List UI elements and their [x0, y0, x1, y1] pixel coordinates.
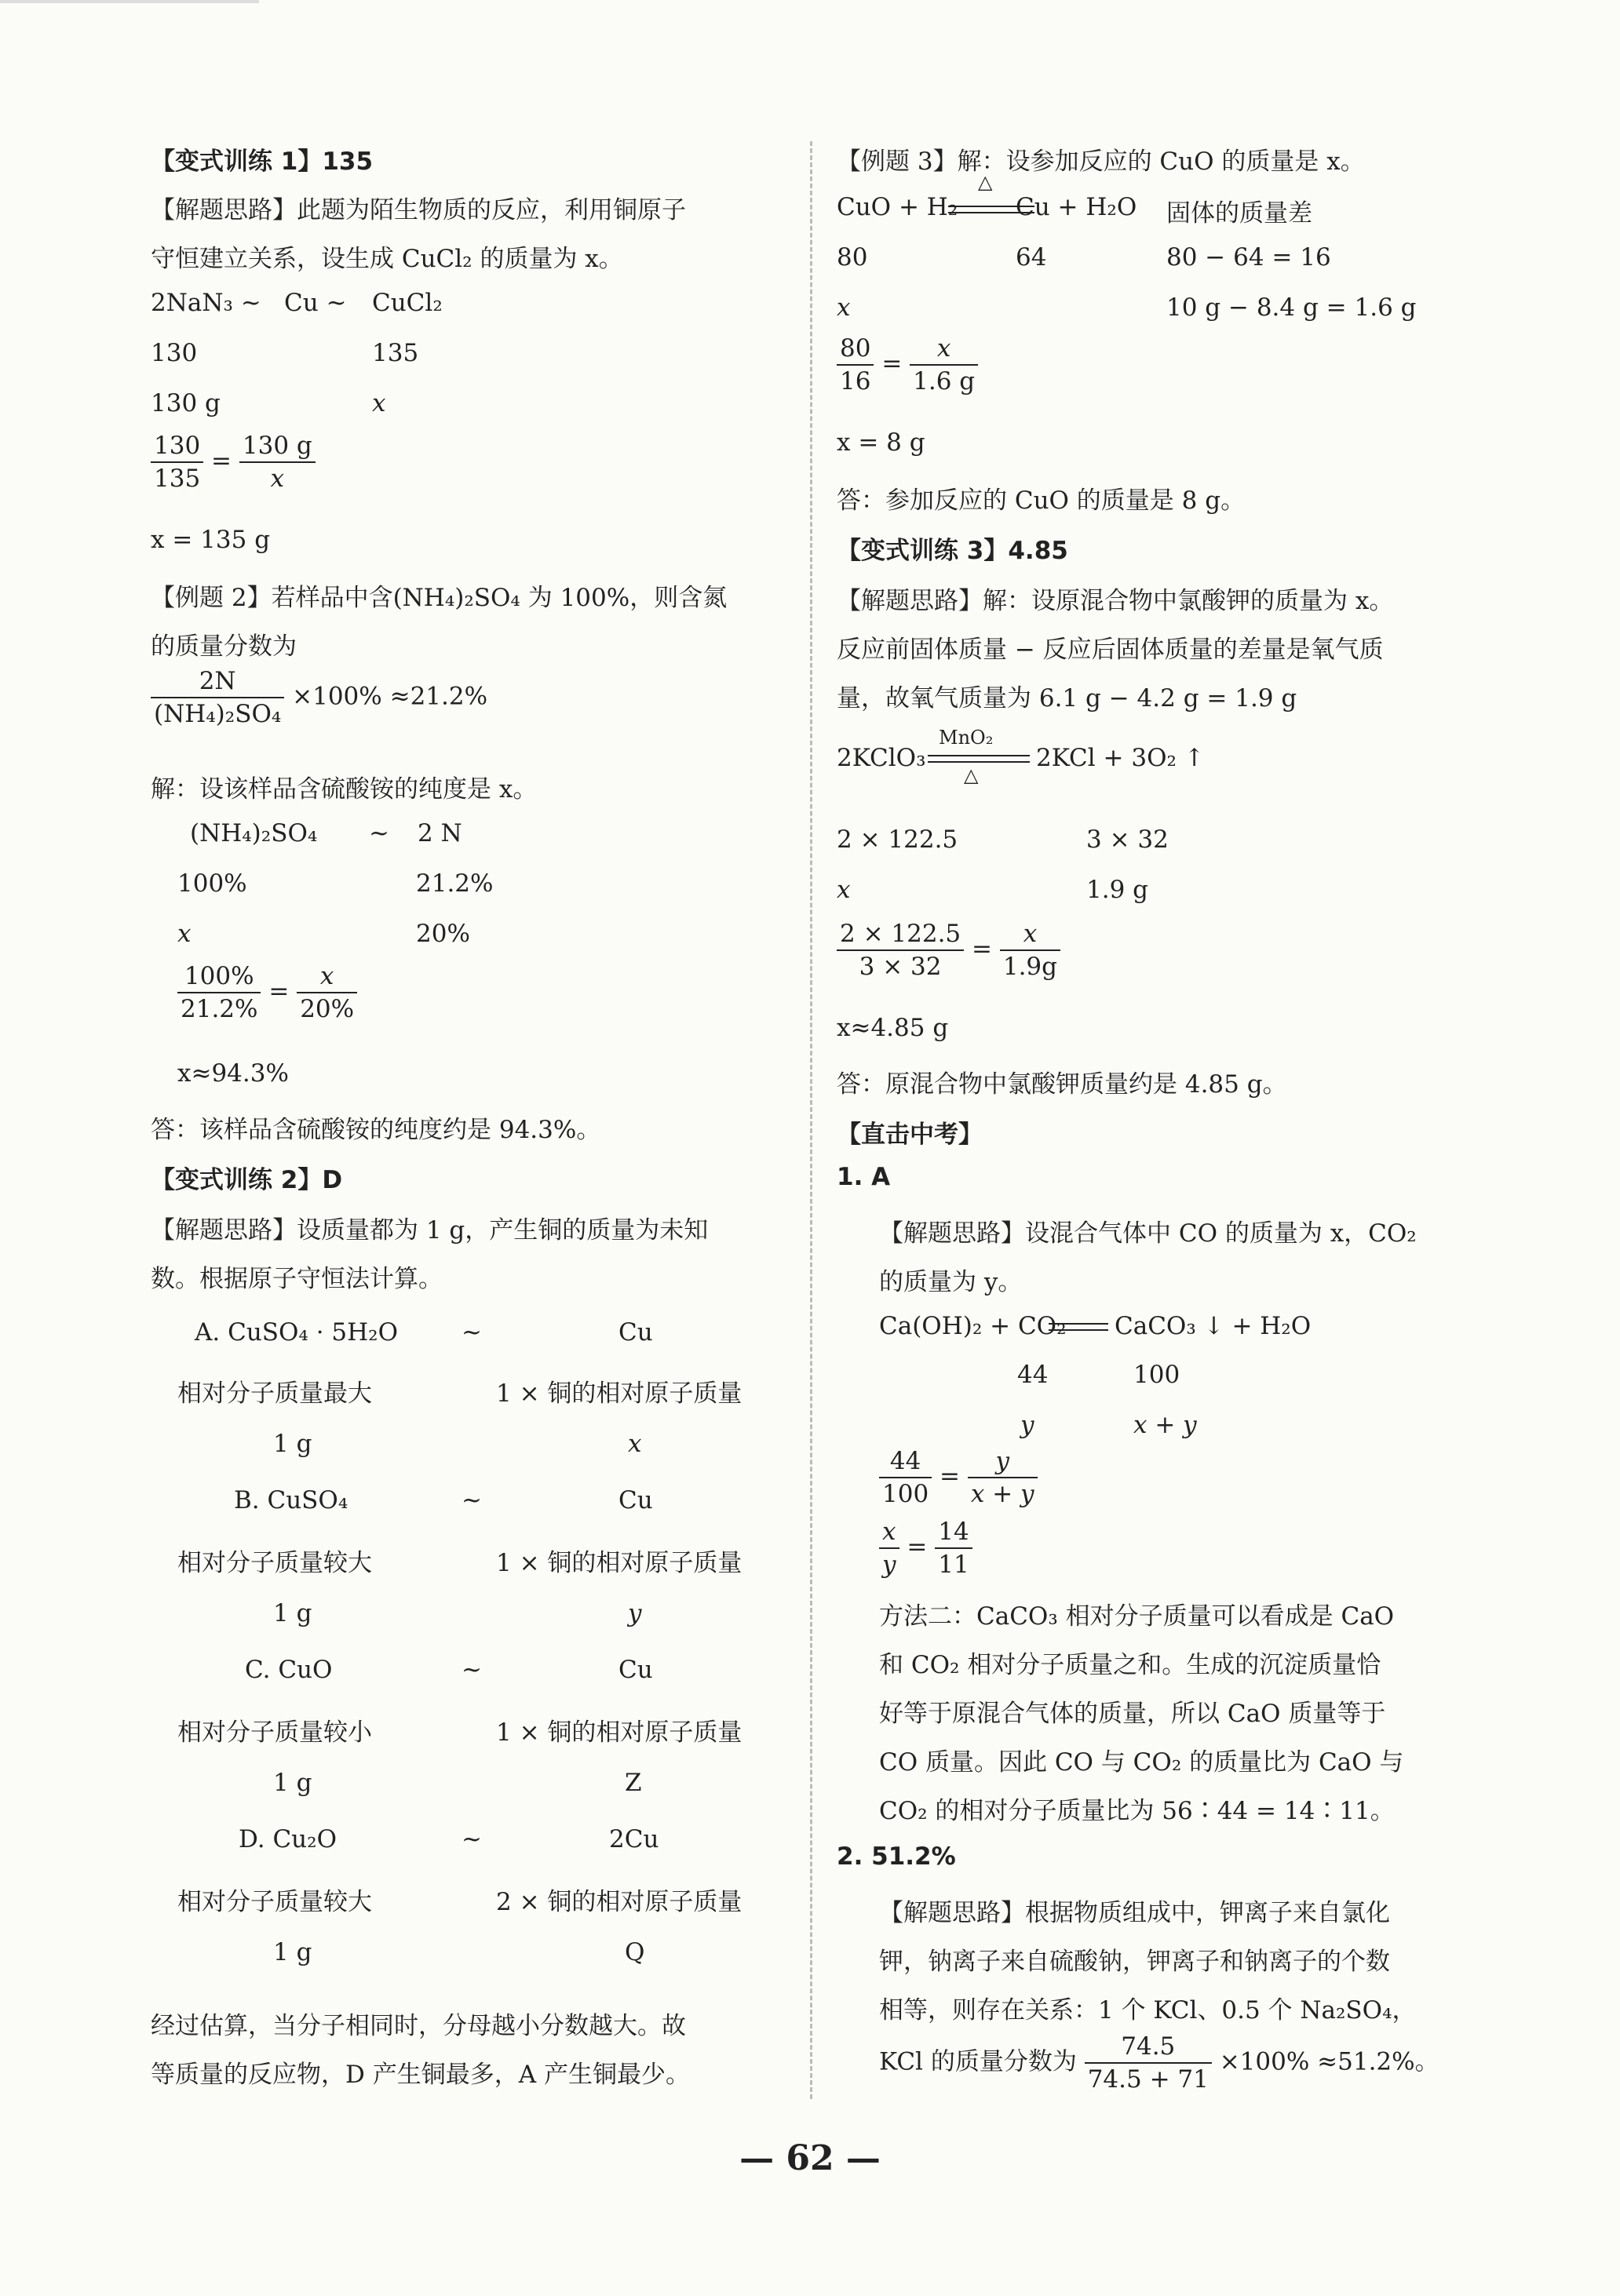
eq-item: x + y: [1133, 1411, 1197, 1439]
fraction-equation: $\frac{x}{y}$ = $\frac{14}{11}$: [879, 1516, 972, 1580]
text-line: 好等于原混合气体的质量，所以 CaO 质量等于: [879, 1700, 1386, 1728]
text-line: x = 8 g: [837, 428, 925, 457]
tilde: ~: [462, 1656, 482, 1684]
text-line: 经过估算，当分子相同时，分母越小分数越大。故: [151, 2012, 686, 2040]
heading-variant-3: 【变式训练 3】4.85: [837, 537, 1068, 565]
option-d-formula: D. Cu₂O: [239, 1825, 337, 1853]
page-number: — 62 —: [739, 2138, 881, 2178]
fraction-equation: $\frac{2N}{\text{(NH₄)₂SO₄}}$ ×100% ≈21.2%: [151, 665, 487, 730]
eq-item: 130 g: [151, 389, 221, 417]
text-line: 等质量的反应物，D 产生铜最多，A 产生铜最少。: [151, 2061, 690, 2089]
reaction-arrow: [928, 755, 1030, 763]
tilde: ~: [462, 1318, 482, 1347]
eq-item: 80: [837, 243, 868, 272]
tilde: ~: [462, 1825, 482, 1853]
text-line: x≈4.85 g: [837, 1014, 949, 1042]
heading-variant-2: 【变式训练 2】D: [151, 1166, 343, 1194]
unknown: y: [628, 1599, 642, 1627]
text-line: 【解题思路】设混合气体中 CO 的质量为 x，CO₂: [879, 1219, 1417, 1248]
eq-item: 100: [1133, 1361, 1180, 1389]
eq-item: 100%: [177, 869, 247, 898]
product: 2Cu: [609, 1825, 659, 1853]
heading-variant-1: 【变式训练 1】135: [151, 148, 374, 176]
eq-item: x: [372, 389, 386, 417]
text-line: CO 质量。因此 CO 与 CO₂ 的质量比为 CaO 与: [879, 1748, 1404, 1777]
fraction-equation: KCl 的质量分数为 $\frac{74.5}{74.5 + 71}$ ×100% ≈51.2%。: [879, 2032, 1439, 2094]
mass-note: 1 × 铜的相对原子质量: [496, 1718, 742, 1747]
column-divider: [810, 141, 812, 2099]
text-line: x = 135 g: [151, 526, 271, 554]
eq-item: 1.9 g: [1086, 876, 1148, 904]
text-line: 方法二：CaCO₃ 相对分子质量可以看成是 CaO: [879, 1602, 1395, 1631]
text-line: 答：原混合物中氯酸钾质量约是 4.85 g。: [837, 1070, 1287, 1099]
triangle-condition: △: [964, 764, 979, 786]
reaction-arrow: [1049, 1323, 1108, 1331]
text-line: CO₂ 的相对分子质量比为 56∶44 = 14∶11。: [879, 1797, 1395, 1825]
tilde: ~: [462, 1486, 482, 1514]
text-line: 相等，则存在关系：1 个 KCl、0.5 个 Na₂SO₄，: [879, 1996, 1417, 2024]
fraction-equation: $\frac{44}{100}$ = $\frac{y}{x + y}$: [879, 1445, 1038, 1510]
eq-item: CaCO₃ ↓ + H₂O: [1115, 1312, 1312, 1340]
text-line: 和 CO₂ 相对分子质量之和。生成的沉淀质量恰: [879, 1651, 1381, 1679]
eq-item: x: [837, 293, 851, 322]
unknown: Q: [625, 1938, 645, 1966]
eq-item: 3 × 32: [1086, 825, 1169, 854]
catalyst-label: MnO₂: [939, 727, 994, 749]
text-line: 答：参加反应的 CuO 的质量是 8 g。: [837, 487, 1246, 515]
option-c-formula: C. CuO: [245, 1656, 333, 1684]
fraction-equation: $\frac{2 \times 122.5}{3 \times 32}$ = $\frac{x}{1.9g}$: [837, 918, 1060, 982]
eq-item: Cu + H₂O: [1016, 193, 1137, 221]
text-line: 量，故氧气质量为 6.1 g − 4.2 g = 1.9 g: [837, 684, 1297, 712]
eq-item: x: [837, 876, 851, 904]
mass-note: 1 × 铜的相对原子质量: [496, 1379, 742, 1408]
mass-note: 相对分子质量最大: [177, 1379, 372, 1408]
mass-note: 相对分子质量较大: [177, 1549, 372, 1577]
eq-item: 固体的质量差: [1166, 199, 1312, 228]
product: Cu: [618, 1486, 653, 1514]
triangle-condition: △: [978, 171, 993, 193]
text-line: 守恒建立关系，设生成 CuCl₂ 的质量为 x。: [151, 245, 623, 273]
fraction-equation: $\frac{80}{16}$ = $\frac{x}{1.6 g}$: [837, 333, 978, 397]
eq-item: y: [1020, 1411, 1034, 1439]
mass-note: 相对分子质量较大: [177, 1888, 372, 1916]
text-line: 【解题思路】此题为陌生物质的反应，利用铜原子: [151, 196, 686, 224]
eq-item: CuO + H₂: [837, 193, 958, 221]
mass-note: 相对分子质量较小: [177, 1718, 372, 1747]
mass-note: 1 × 铜的相对原子质量: [496, 1549, 742, 1577]
question-1-answer: 1. A: [837, 1163, 891, 1191]
eq-item: x: [177, 920, 192, 948]
text-line: 的质量分数为: [151, 632, 297, 661]
eq-item: Cu ~: [284, 289, 347, 317]
text-line: 的质量为 y。: [879, 1268, 1023, 1296]
scan-edge: [0, 0, 259, 3]
product: Cu: [618, 1656, 653, 1684]
text-line: 钾，钠离子来自硫酸钠，钾离子和钠离子的个数: [879, 1948, 1390, 1976]
heading-example-2: 【例题 2】若样品中含(NH₄)₂SO₄ 为 100%，则含氮: [151, 584, 728, 612]
product: Cu: [618, 1318, 653, 1347]
eq-item: 80 − 64 = 16: [1166, 243, 1331, 272]
unknown: Z: [625, 1769, 642, 1797]
mass-value: 1 g: [273, 1938, 312, 1966]
eq-item: (NH₄)₂SO₄: [190, 819, 318, 847]
option-a-formula: A. CuSO₄ · 5H₂O: [195, 1318, 399, 1347]
eq-item: 130: [151, 339, 198, 367]
eq-item: Ca(OH)₂ + CO₂: [879, 1312, 1067, 1340]
option-b-formula: B. CuSO₄: [234, 1486, 348, 1514]
eq-item: 21.2%: [416, 869, 494, 898]
eq-item: 44: [1017, 1361, 1049, 1389]
text-line: x≈94.3%: [177, 1059, 289, 1088]
eq-item: CuCl₂: [372, 289, 443, 317]
mass-value: 1 g: [273, 1430, 312, 1458]
fraction-equation: $\frac{130}{135}$ = $\frac{130 g}{x}$: [151, 430, 316, 494]
heading-example-3: 【例题 3】解：设参加反应的 CuO 的质量是 x。: [837, 148, 1365, 176]
text-line: 数。根据原子守恒法计算。: [151, 1265, 443, 1293]
text-line: 【解题思路】根据物质组成中，钾离子来自氯化: [879, 1899, 1390, 1927]
mass-value: 1 g: [273, 1769, 312, 1797]
eq-item: 64: [1016, 243, 1047, 272]
text-line: 【解题思路】解：设原混合物中氯酸钾的质量为 x。: [837, 587, 1394, 615]
text-line: 反应前固体质量 − 反应后固体质量的差量是氧气质: [837, 636, 1384, 664]
mass-value: 1 g: [273, 1599, 312, 1627]
eq-item: 135: [372, 339, 419, 367]
heading-zhiji-zhongkao: 【直击中考】: [837, 1121, 983, 1149]
eq-item: 2 N: [418, 819, 462, 847]
mass-note: 2 × 铜的相对原子质量: [496, 1888, 742, 1916]
text-line: 解：设该样品含硫酸铵的纯度是 x。: [151, 775, 538, 804]
fraction-equation: $\frac{100\%}{21.2\%}$ = $\frac{x}{20\%}$: [177, 960, 357, 1025]
eq-item: 2NaN₃ ~: [151, 289, 261, 317]
question-2-answer: 2. 51.2%: [837, 1842, 956, 1871]
eq-item: 2KCl + 3O₂ ↑: [1036, 744, 1205, 772]
eq-item: ~: [369, 819, 389, 847]
eq-item: 20%: [416, 920, 470, 948]
text-line: 【解题思路】设质量都为 1 g，产生铜的质量为未知: [151, 1216, 709, 1245]
text-line: 答：该样品含硫酸铵的纯度约是 94.3%。: [151, 1116, 601, 1144]
eq-item: 2KClO₃: [837, 744, 926, 772]
eq-item: 2 × 122.5: [837, 825, 958, 854]
unknown: x: [628, 1430, 642, 1458]
eq-item: 10 g − 8.4 g = 1.6 g: [1166, 293, 1417, 322]
